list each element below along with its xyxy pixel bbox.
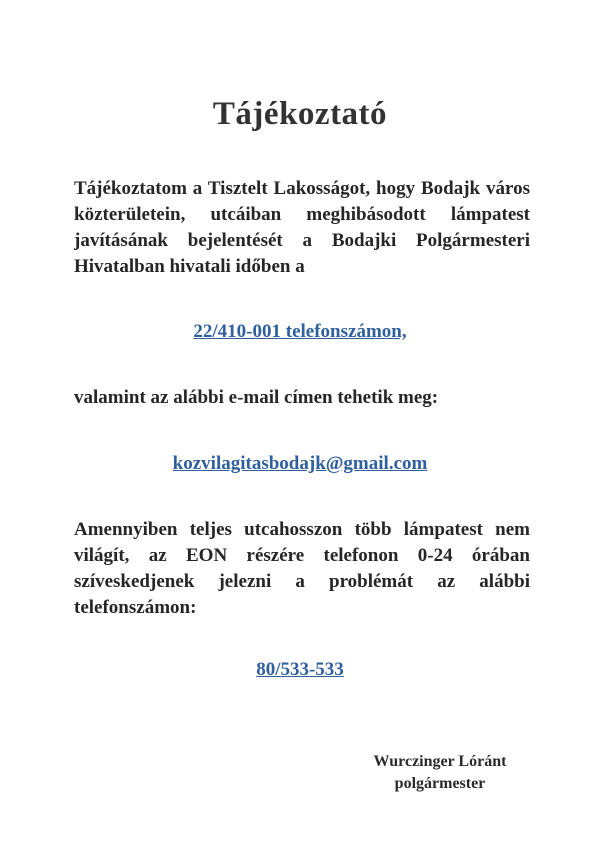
document-title: Tájékoztató [212,96,388,132]
phone-link-office[interactable]: 22/410-001 telefonszámon, [193,321,407,342]
paragraph-intro: Tájékoztatom a Tisztelt Lakosságot, hogy Bodajk város közterületein, utcáiban meghibásodott lámpatest javításának bejelentését a Bodajki Polgármesteri Hivatalban hivatali időben a [74,178,530,277]
signature-role: polgármester [394,775,486,792]
paragraph-eon: Amennyiben teljes utcahosszon több lámpatest nem világít, az EON részére telefonon 0-24 órában szíveskedjenek jelezni a problémát az alábbi telefonszámon: [74,519,530,618]
signature-name: Wurczinger Lóránt [373,753,507,770]
email-link[interactable]: kozvilagitasbodajk@gmail.com [172,453,428,474]
phone-link-eon[interactable]: 80/533-533 [256,659,344,680]
signature-block [340,751,540,795]
paragraph-email-intro: valamint az alábbi e-mail címen tehetik meg: [74,387,439,408]
phone-number-office [0,319,600,345]
phone-number-eon [0,657,600,683]
email-address [0,451,600,477]
